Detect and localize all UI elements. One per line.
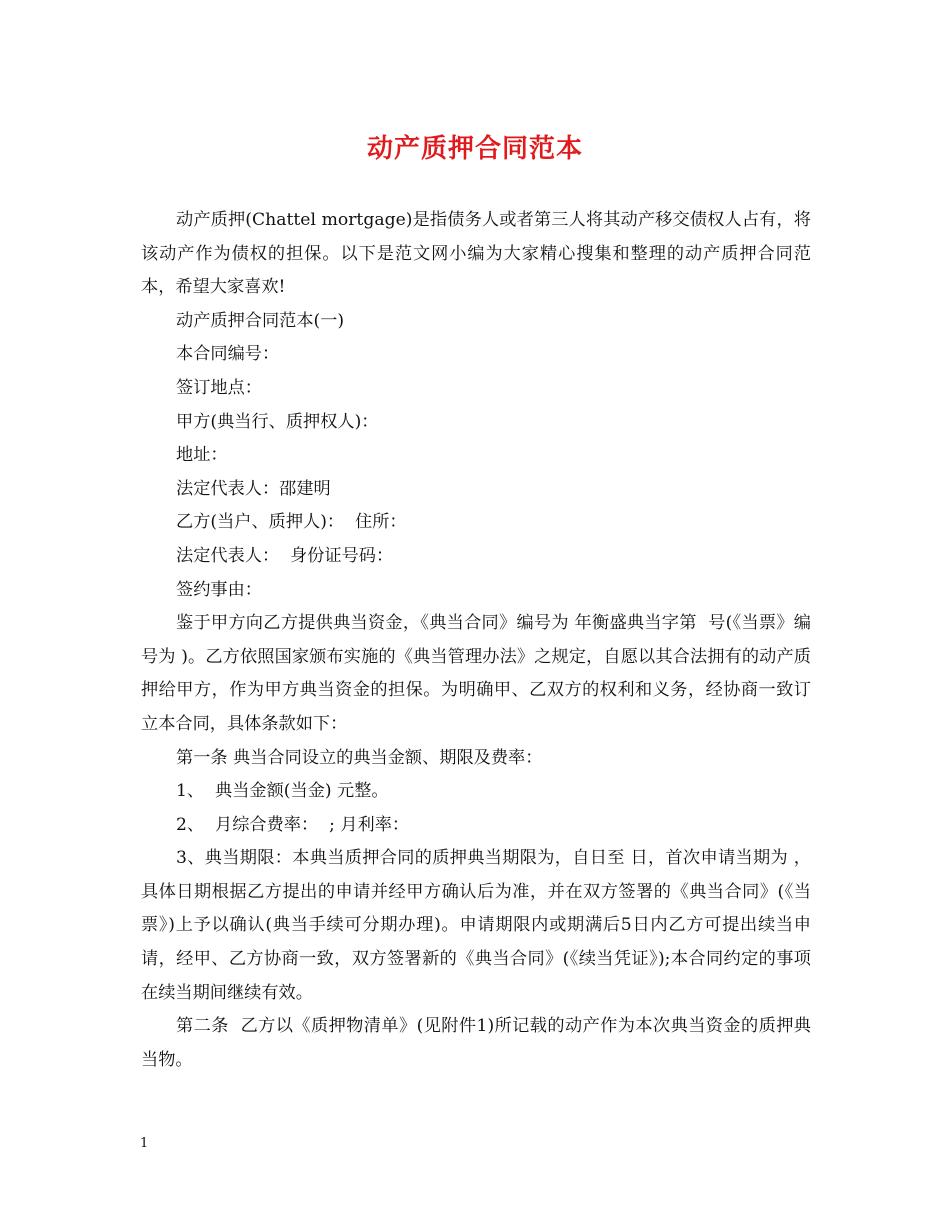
contract-reason-line: 签约事由：: [176, 579, 262, 600]
article-1-item-1: 1、 典当金额(当金) 元整。: [176, 781, 389, 802]
section-heading: 动产质押合同范本(一): [176, 310, 345, 331]
article-1-heading: 第一条 典当合同设立的典当金额、期限及费率：: [176, 747, 543, 768]
legal-representative-a-line: 法定代表人：邵建明: [176, 478, 331, 499]
contract-number-line: 本合同编号：: [176, 344, 280, 365]
party-a-line: 甲方(典当行、质押权人)：: [176, 411, 379, 432]
page-number: 1: [140, 1136, 149, 1151]
article-2-paragraph: 第二条 乙方以《质押物清单》(见附件1)所记载的动产作为本次典当资金的质押典当物。: [141, 1016, 811, 1070]
intro-paragraph: 动产质押(Chattel mortgage)是指债务人或者第三人将其动产移交债权人占有，将该动产作为债权的担保。以下是范文网小编为大家精心搜集和整理的动产质押合同范本，希望大家喜欢!: [141, 210, 811, 298]
article-1-item-2: 2、 月综合费率： ; 月利率：: [176, 814, 410, 835]
document-body: [141, 204, 811, 1077]
article-1-item-3: 3、典当期限：本典当质押合同的质押典当期限为，自日至 日，首次申请当期为 ，具体日期根据乙方提出的申请并经甲方确认后为准，并在双方签署的《典当合同》(《当票》)上予以确认(典当手续可分期办理)。申请期限内或期满后5日内乙方可提出续当申请，经甲、乙方协商一致，双方签署新的《典当合同》(《续当凭证》);本合同约定的事项在续当期间继续有效。: [141, 848, 811, 1003]
legal-representative-b-line: 法定代表人： 身份证号码：: [176, 545, 394, 566]
signing-place-line: 签订地点：: [176, 377, 262, 398]
recital-paragraph: 鉴于甲方向乙方提供典当资金，《典当合同》编号为 年衡盛典当字第 号(《当票》编号为 )。乙方依照国家颁布实施的《典当管理办法》之规定，自愿以其合法拥有的动产质押给甲方，作为甲方典当资金的担保。为明确甲、乙双方的权利和义务，经协商一致订立本合同，具体条款如下：: [141, 613, 811, 734]
document-title: 动产质押合同范本: [366, 134, 583, 164]
party-b-line: 乙方(当户、质押人)： 住所：: [176, 512, 407, 533]
address-line: 地址：: [176, 445, 228, 466]
